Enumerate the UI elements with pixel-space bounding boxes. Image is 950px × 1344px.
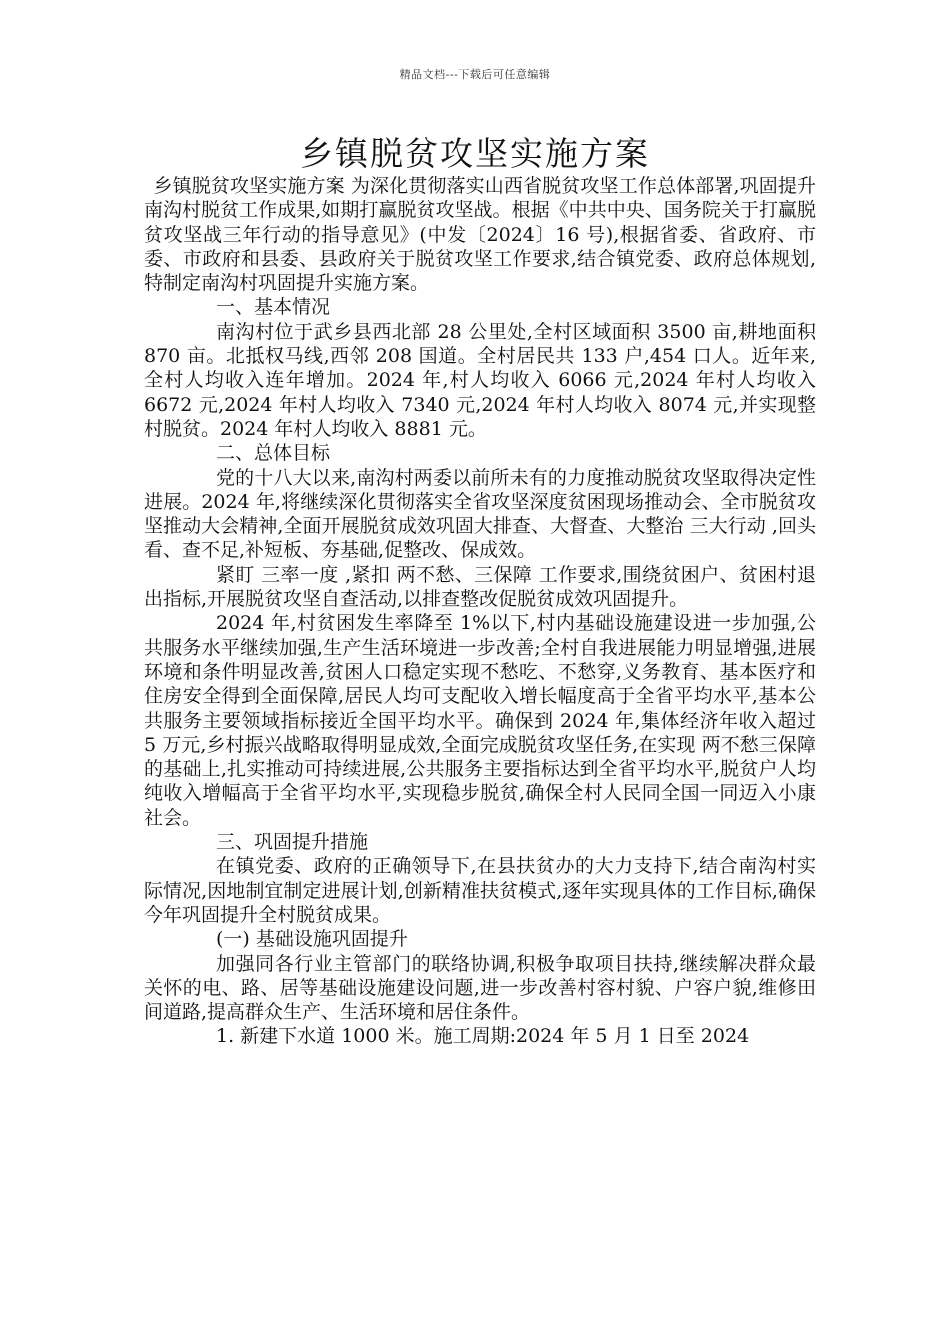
section-heading-basic-info: 一、基本情况 — [216, 296, 331, 319]
body-paragraph: 紧盯 三率一度 ,紧扣 两不愁、三保障 工作要求,围绕贫困户、贫困村退出指标,开展脱贫攻坚自查活动,以排查整改促脱贫成效巩固提升。 — [144, 563, 816, 611]
header-note: 精品文档---下载后可任意编辑 — [399, 68, 551, 81]
body-paragraph: 加强同各行业主管部门的联络协调,积极争取项目扶持,继续解决群众最关怀的电、路、居等基础设施建设问题,进一步改善村容村貌、户容户貌,维修田间道路,提高群众生产、生活环境和居住条件。 — [144, 952, 816, 1024]
document-body — [144, 174, 816, 1049]
subsection-heading-infrastructure: (一) 基础设施巩固提升 — [216, 928, 408, 951]
section-heading-overall-goals: 二、总体目标 — [216, 442, 331, 465]
list-item: 1. 新建下水道 1000 米。施工周期:2024 年 5 月 1 日至 2024 — [216, 1025, 750, 1048]
intro-paragraph: 乡镇脱贫攻坚实施方案 为深化贯彻落实山西省脱贫攻坚工作总体部署,巩固提升南沟村脱贫工作成果,如期打赢脱贫攻坚战。根据《中共中央、国务院关于打赢脱贫攻坚战三年行动的指导意见》(中发〔2024〕16 号),根据省委、省政府、市委、市政府和县委、县政府关于脱贫攻坚工作要求,结合镇党委、政府总体规划,特制定南沟村巩固提升实施方案。 — [144, 175, 816, 295]
body-paragraph: 党的十八大以来,南沟村两委以前所未有的力度推动脱贫攻坚取得决定性进展。2024 年,将继续深化贯彻落实全省攻坚深度贫困现场推动会、全市脱贫攻坚推动大会精神,全面开展脱贫成效巩固大排查、大督查、大整治 三大行动 ,回头看、查不足,补短板、夯基础,促整改、保成效。 — [144, 466, 816, 562]
body-paragraph: 在镇党委、政府的正确领导下,在县扶贫办的大力支持下,结合南沟村实际情况,因地制宜制定进展计划,创新精准扶贫模式,逐年实现具体的工作目标,确保今年巩固提升全村脱贫成果。 — [144, 855, 816, 926]
document-title: 乡镇脱贫攻坚实施方案 — [300, 134, 650, 173]
body-paragraph: 2024 年,村贫困发生率降至 1%以下,村内基础设施建设进一步加强,公共服务水平继续加强,生产生活环境进一步改善;全村自我进展能力明显增强,进展环境和条件明显改善,贫困人口稳定实现不愁吃、不愁穿,义务教育、基本医疗和住房安全得到全面保障,居民人均可支配收入增长幅度高于全省平均水平,基本公共服务主要领域指标接近全国平均水平。确保到 2024 年,集体经济年收入超过 5 万元,乡村振兴战略取得明显成效,全面完成脱贫攻坚任务,在实现 两不愁三保障 的基础上,扎实推动可持续进展,公共服务主要指标达到全省平均水平,脱贫户人均纯收入增幅高于全省平均水平,实现稳步脱贫,确保全村人民同全国一同迈入小康社会。 — [144, 612, 816, 829]
section-heading-measures: 三、巩固提升措施 — [216, 831, 369, 854]
body-paragraph: 南沟村位于武乡县西北部 28 公里处,全村区域面积 3500 亩,耕地面积 870 亩。北抵权马线,西邻 208 国道。全村居民共 133 户,454 口人。近年来,全村人均收入连年增加。2024 年,村人均收入 6066 元,2024 年村人均收入 6672 元,2024 年村人均收入 7340 元,2024 年村人均收入 8074 元,并实现整村脱贫。2024 年村人均收入 8881 元。 — [144, 320, 816, 440]
